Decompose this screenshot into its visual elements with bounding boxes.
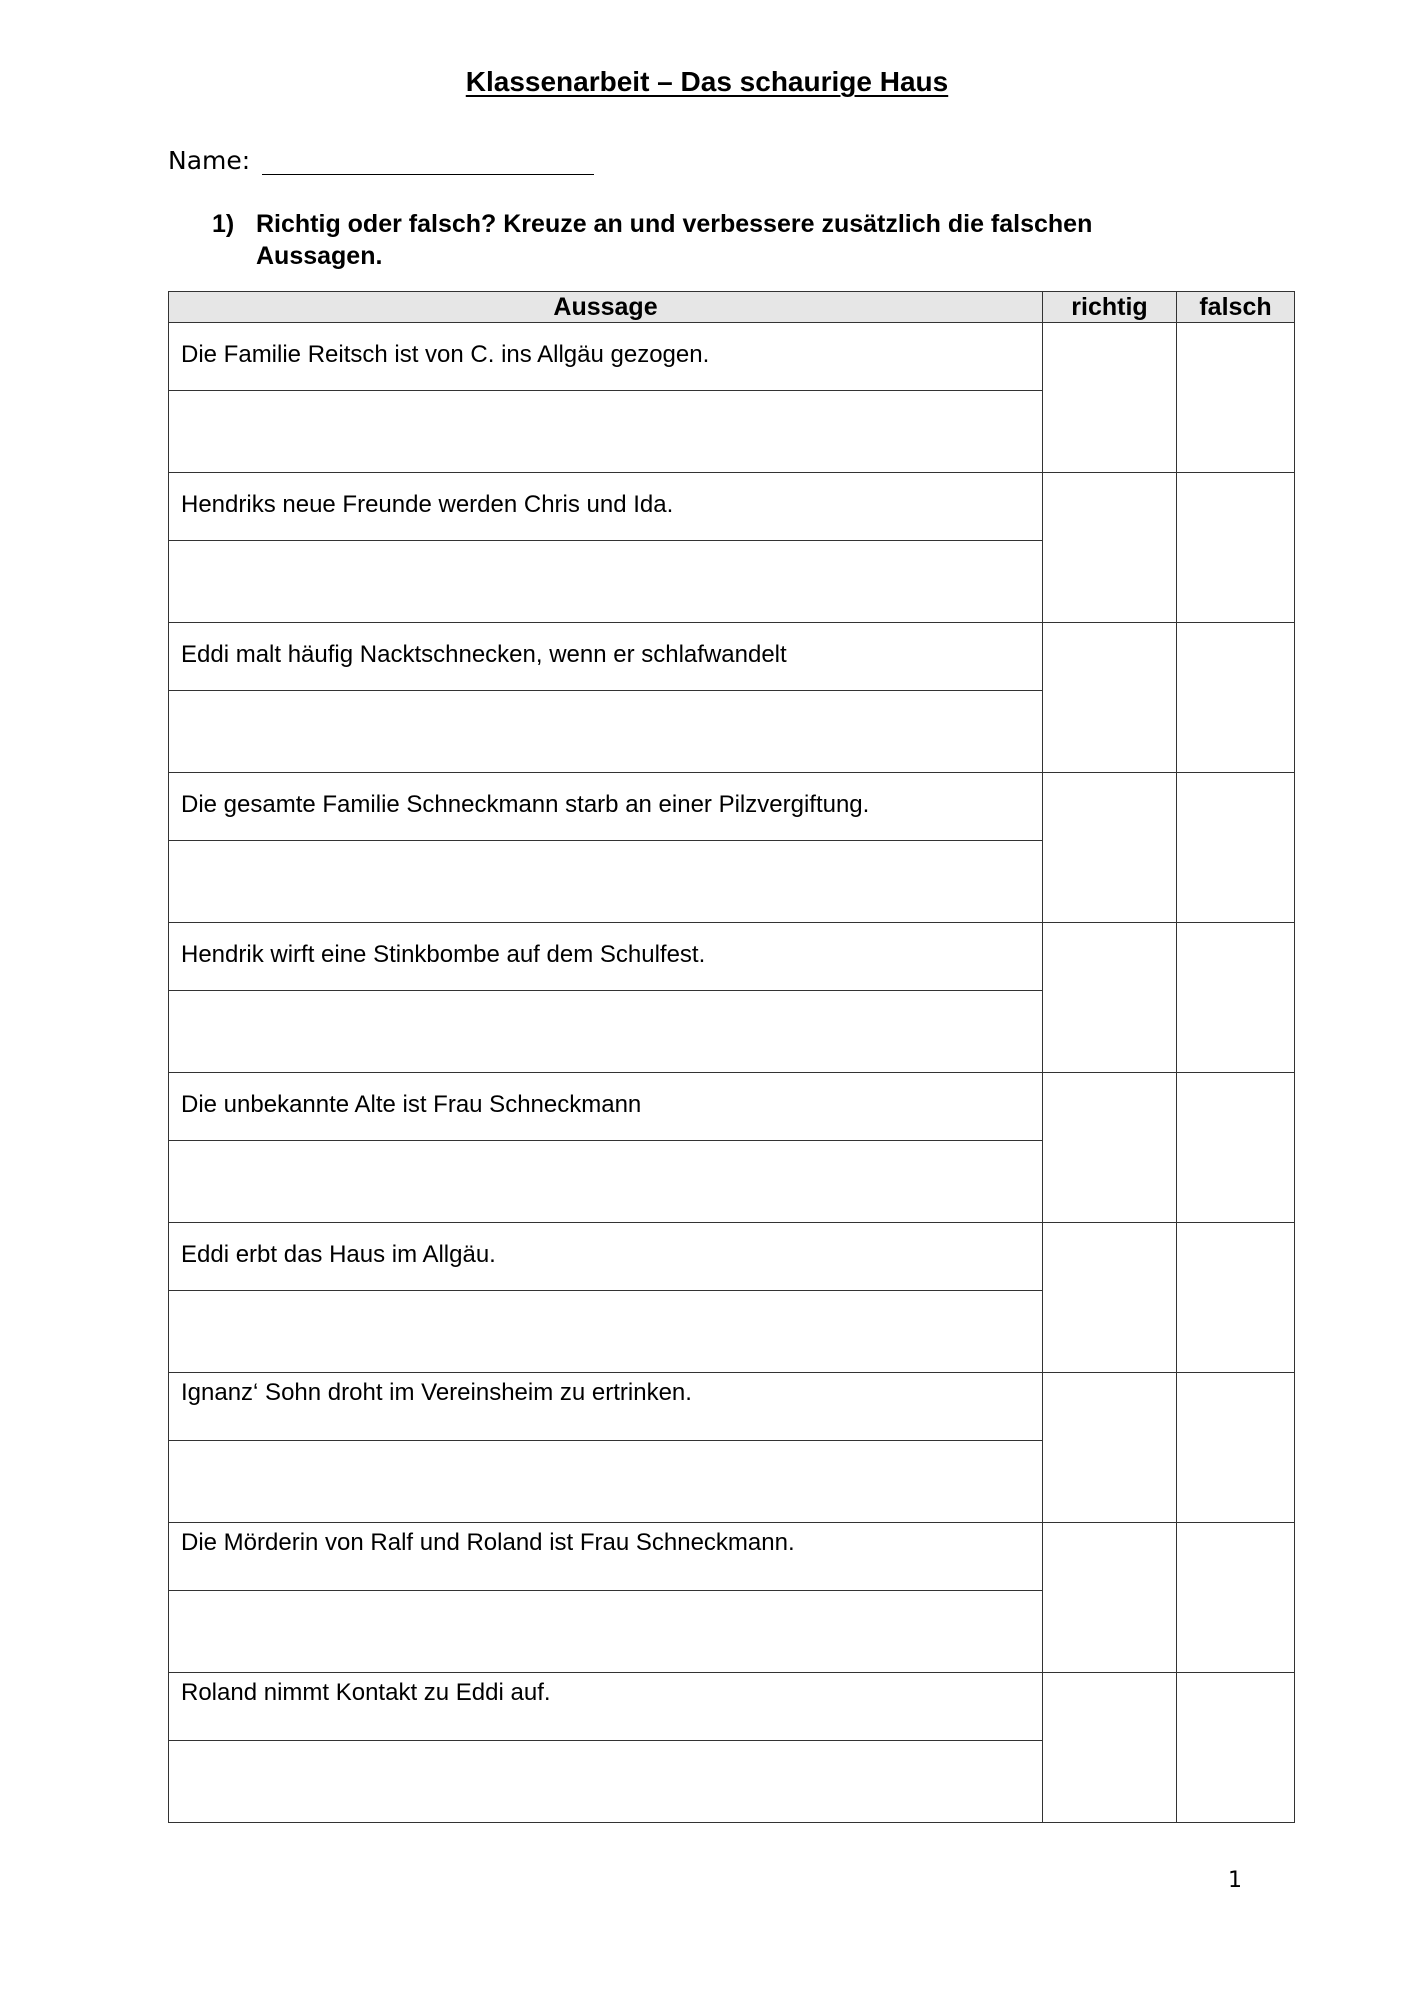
richtig-checkbox-cell[interactable]: [1043, 1673, 1177, 1823]
name-label: Name:: [168, 146, 251, 175]
statement-cell: Eddi malt häufig Nacktschnecken, wenn er schlafwandelt: [169, 623, 1043, 691]
falsch-checkbox-cell[interactable]: [1177, 923, 1295, 1073]
table-row: [169, 773, 1295, 841]
name-field: [168, 146, 594, 175]
falsch-checkbox-cell[interactable]: [1177, 623, 1295, 773]
statement-cell: Die Familie Reitsch ist von C. ins Allgäu gezogen.: [169, 323, 1043, 391]
table-row: [169, 623, 1295, 691]
falsch-checkbox-cell[interactable]: [1177, 1673, 1295, 1823]
statement-cell: Die unbekannte Alte ist Frau Schneckmann: [169, 1073, 1043, 1141]
correction-cell[interactable]: [169, 1741, 1043, 1823]
page-number: 1: [1228, 1868, 1242, 1893]
table-row: [169, 923, 1295, 991]
falsch-checkbox-cell[interactable]: [1177, 773, 1295, 923]
richtig-checkbox-cell[interactable]: [1043, 1523, 1177, 1673]
richtig-checkbox-cell[interactable]: [1043, 773, 1177, 923]
page-title: Klassenarbeit – Das schaurige Haus: [465, 66, 949, 97]
correction-cell[interactable]: [169, 991, 1043, 1073]
richtig-checkbox-cell[interactable]: [1043, 1373, 1177, 1523]
falsch-checkbox-cell[interactable]: [1177, 473, 1295, 623]
richtig-checkbox-cell[interactable]: [1043, 323, 1177, 473]
correction-cell[interactable]: [169, 1591, 1043, 1673]
falsch-checkbox-cell[interactable]: [1177, 1223, 1295, 1373]
statement-cell: Hendriks neue Freunde werden Chris und Ida.: [169, 473, 1043, 541]
falsch-checkbox-cell[interactable]: [1177, 1523, 1295, 1673]
correction-cell[interactable]: [169, 391, 1043, 473]
table-row: [169, 1673, 1295, 1741]
task-number: 1): [212, 210, 235, 238]
falsch-checkbox-cell[interactable]: [1177, 1373, 1295, 1523]
header-aussage: Aussage: [169, 292, 1043, 323]
name-blank-line[interactable]: [262, 150, 594, 175]
statement-cell: Ignanz‘ Sohn droht im Vereinsheim zu ertrinken.: [169, 1373, 1043, 1441]
correction-cell[interactable]: [169, 691, 1043, 773]
statement-cell: Hendrik wirft eine Stinkbombe auf dem Schulfest.: [169, 923, 1043, 991]
task-text: Richtig oder falsch? Kreuze an und verbessere zusätzlich die falschen Aussagen.: [256, 210, 1093, 270]
correction-cell[interactable]: [169, 841, 1043, 923]
statement-cell: Eddi erbt das Haus im Allgäu.: [169, 1223, 1043, 1291]
table-row: [169, 323, 1295, 391]
correction-cell[interactable]: [169, 1291, 1043, 1373]
falsch-checkbox-cell[interactable]: [1177, 323, 1295, 473]
header-falsch: falsch: [1177, 292, 1295, 323]
richtig-checkbox-cell[interactable]: [1043, 1223, 1177, 1373]
statement-cell: Die Mörderin von Ralf und Roland ist Frau Schneckmann.: [169, 1523, 1043, 1591]
table-row: [169, 1373, 1295, 1441]
correction-cell[interactable]: [169, 1141, 1043, 1223]
table-row: [169, 1223, 1295, 1291]
table-row: [169, 1073, 1295, 1141]
richtig-checkbox-cell[interactable]: [1043, 623, 1177, 773]
richtig-checkbox-cell[interactable]: [1043, 923, 1177, 1073]
statement-cell: Roland nimmt Kontakt zu Eddi auf.: [169, 1673, 1043, 1741]
table-header-row: [169, 292, 1295, 323]
correction-cell[interactable]: [169, 1441, 1043, 1523]
task-instruction: [212, 208, 1172, 272]
statements-table: [168, 291, 1295, 1823]
richtig-checkbox-cell[interactable]: [1043, 1073, 1177, 1223]
table-row: [169, 1523, 1295, 1591]
statement-cell: Die gesamte Familie Schneckmann starb an einer Pilzvergiftung.: [169, 773, 1043, 841]
table-row: [169, 473, 1295, 541]
richtig-checkbox-cell[interactable]: [1043, 473, 1177, 623]
header-richtig: richtig: [1043, 292, 1177, 323]
correction-cell[interactable]: [169, 541, 1043, 623]
falsch-checkbox-cell[interactable]: [1177, 1073, 1295, 1223]
